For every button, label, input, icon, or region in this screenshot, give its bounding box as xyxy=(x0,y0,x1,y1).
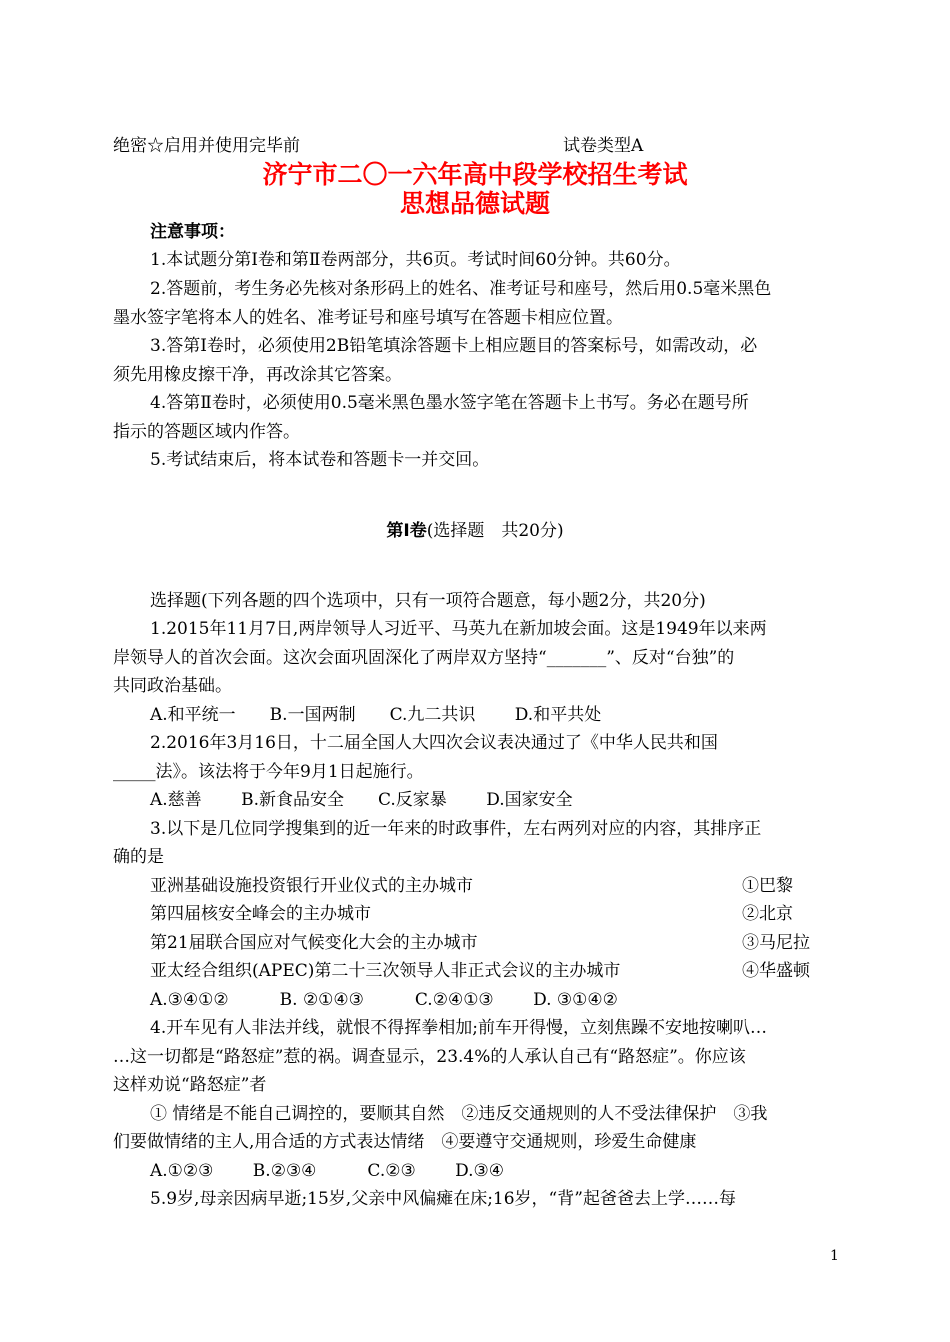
notice-item-2b: 墨水签字笔将本人的姓名、准考证号和座号填写在答题卡相应位置。 xyxy=(113,308,623,328)
section-instruction: 选择题(下列各题的四个选项中，只有一项符合题意，每小题2分，共20分) xyxy=(150,591,706,611)
q2-options: A.慈善 B.新食品安全 C.反家暴 D.国家安全 xyxy=(150,790,573,810)
exam-title: 济宁市二〇一六年高中段学校招生考试 xyxy=(262,160,688,189)
q3-row-left: 亚太经合组织(APEC)第二十三次领导人非正式会议的主办城市 xyxy=(150,961,621,981)
notice-heading: 注意事项： xyxy=(150,222,235,242)
notice-item-3a: 3.答第Ⅰ卷时，必须使用2B铅笔填涂答题卡上相应题目的答案标号，如需改动，必 xyxy=(150,336,758,356)
q3-row-right: ③马尼拉 xyxy=(742,933,810,953)
q4-line-5: 们要做情绪的主人,用合适的方式表达情绪 ④要遵守交通规则，珍爱生命健康 xyxy=(113,1132,697,1152)
confidential-label: 绝密☆启用并使用完毕前 xyxy=(113,136,300,156)
q3-row-right: ①巴黎 xyxy=(742,876,793,896)
q1-line-1: 1.2015年11月7日,两岸领导人习近平、马英九在新加坡会面。这是1949年以来两 xyxy=(150,619,767,639)
q1-line-2: 岸领导人的首次会面。这次会面巩固深化了两岸双方坚持“_______”、反对“台独”的 xyxy=(113,648,735,668)
q4-options: A.①②③ B.②③④ C.②③ D.③④ xyxy=(150,1161,505,1181)
q3-row-right: ②北京 xyxy=(742,904,793,924)
q3-row-left: 亚洲基础设施投资银行开业仪式的主办城市 xyxy=(150,876,473,896)
q2-line-2: _____法》。该法将于今年9月1日起施行。 xyxy=(113,762,424,782)
q3-row-left: 第四届核安全峰会的主办城市 xyxy=(150,904,371,924)
q4-line-4: ① 情绪是不能自己调控的，要顺其自然 ②违反交通规则的人不受法律保护 ③我 xyxy=(150,1104,768,1124)
notice-item-5: 5.考试结束后，将本试卷和答题卡一并交回。 xyxy=(150,450,490,470)
q1-options: A.和平统一 B.一国两制 C.九二共识 D.和平共处 xyxy=(150,705,602,725)
q5-line-1: 5.9岁,母亲因病早逝;15岁,父亲中风偏瘫在床;16岁，“背”起爸爸去上学……每 xyxy=(150,1189,736,1209)
q3-line-1: 3.以下是几位同学搜集到的近一年来的时政事件，左右两列对应的内容，其排序正 xyxy=(150,819,762,839)
notice-item-3b: 须先用橡皮擦干净，再改涂其它答案。 xyxy=(113,365,402,385)
section-title-bold: 第Ⅰ卷 xyxy=(386,521,427,541)
q1-line-3: 共同政治基础。 xyxy=(113,676,232,696)
notice-item-4a: 4.答第Ⅱ卷时，必须使用0.5毫米黑色墨水签字笔在答题卡上书写。务必在题号所 xyxy=(150,393,749,413)
q3-line-2: 确的是 xyxy=(113,847,164,867)
q3-row-right: ④华盛顿 xyxy=(742,961,810,981)
notice-item-1: 1.本试题分第Ⅰ卷和第Ⅱ卷两部分，共6页。考试时间60分钟。共60分。 xyxy=(150,250,681,270)
section-title xyxy=(0,520,950,542)
q3-row-left: 第21届联合国应对气候变化大会的主办城市 xyxy=(150,933,478,953)
q4-line-1: 4.开车见有人非法并线，就恨不得挥拳相加;前车开得慢，立刻焦躁不安地按喇叭… xyxy=(150,1018,767,1038)
notice-item-4b: 指示的答题区域内作答。 xyxy=(113,422,300,442)
q2-line-1: 2.2016年3月16日，十二届全国人大四次会议表决通过了《中华人民共和国 xyxy=(150,733,718,753)
page-number: 1 xyxy=(830,1248,839,1264)
q4-line-3: 这样劝说“路怒症”者 xyxy=(113,1075,267,1095)
q4-line-2: …这一切都是“路怒症”惹的祸。调查显示，23.4%的人承认自己有“路怒症”。你应该 xyxy=(113,1047,746,1067)
q3-options: A.③④①② B. ②①④③ C.②④①③ D. ③①④② xyxy=(150,990,618,1010)
section-title-rest: (选择题 共20分) xyxy=(426,521,564,541)
notice-item-2a: 2.答题前，考生务必先核对条形码上的姓名、准考证号和座号，然后用0.5毫米黑色 xyxy=(150,279,772,299)
subject-title: 思想品德试题 xyxy=(399,189,550,218)
paper-type-label: 试卷类型A xyxy=(563,136,644,156)
